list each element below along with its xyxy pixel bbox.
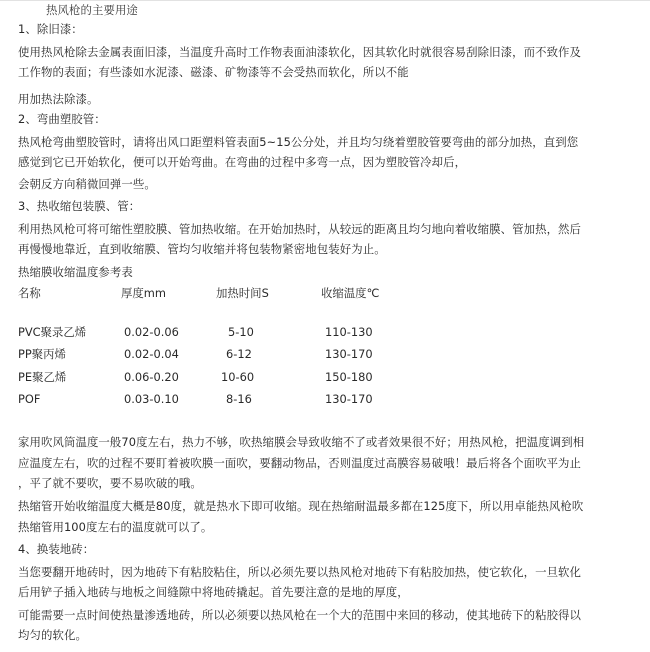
section-3-heading: 3、热收缩包装膜、管：	[18, 199, 141, 213]
page-title: 热风枪的主要用途	[46, 3, 138, 17]
section-1-line: 工作物的表面；有些漆如水泥漆、磁漆、矿物漆等不会受热而软化，所以不能	[18, 65, 409, 79]
table-cell: 110-130	[325, 325, 373, 339]
section-4-line: 当您要翻开地砖时，因为地砖下有粘胶粘住，所以必须先要以热风枪对地砖下有粘胶加热，使它软化，一旦软化	[18, 565, 582, 579]
table-header-name: 名称	[18, 286, 41, 300]
table-header-thickness: 厚度mm	[121, 286, 166, 300]
table-cell: 6-12	[226, 347, 252, 361]
table-cell: PVC聚录乙烯	[18, 325, 87, 339]
section-3-line: 利用热风枪可将可缩性塑胶膜、管加热收缩。在开始加热时，从较远的距离且均匀地向着收缩膜、管加热，然后	[18, 222, 582, 236]
section-1-heading: 1、除旧漆：	[18, 22, 83, 36]
table-cell: 0.06-0.20	[124, 370, 179, 384]
table-cell: 8-16	[226, 392, 252, 406]
note-line: ，平了就不要吹，要不易吹破的哦。	[18, 476, 202, 490]
table-cell: 0.02-0.06	[124, 325, 179, 339]
table-cell: 5-10	[228, 325, 254, 339]
table-cell: PE聚乙烯	[18, 370, 67, 384]
section-2-line: 热风枪弯曲塑胶管时，请将出风口距塑料管表面5~15公分处，并且均匀绕着塑胶管要弯曲的部分加热，直到您	[18, 135, 579, 149]
note-line: 热缩管开始收缩温度大概是80度，就是热水下即可收缩。现在热缩耐温最多都在125度下，所以用卓能热风枪吹	[18, 499, 584, 513]
section-1-line: 用加热法除漆。	[18, 92, 99, 106]
table-cell: 130-170	[325, 392, 373, 406]
table-cell: 130-170	[325, 347, 373, 361]
table-header-shrink-temp: 收缩温度℃	[321, 286, 380, 300]
section-2-heading: 2、弯曲塑胶管：	[18, 112, 106, 126]
top-divider	[0, 0, 650, 1]
section-2-line: 感觉到它已开始软化，便可以开始弯曲。在弯曲的过程中多弯一点，因为塑胶管冷却后，	[18, 155, 467, 169]
note-line: 热缩管用100度左右的温度就可以了。	[18, 520, 213, 534]
table-cell: 0.03-0.10	[124, 392, 179, 406]
table-cell: PP聚丙烯	[18, 347, 66, 361]
table-cell: 0.02-0.04	[124, 347, 179, 361]
section-4-heading: 4、换装地砖：	[18, 542, 95, 556]
table-cell: POF	[18, 392, 41, 406]
table-caption: 热缩膜收缩温度参考表	[18, 265, 133, 279]
section-2-line: 会朝反方向稍微回弹一些。	[18, 177, 156, 191]
section-1-line: 使用热风枪除去金属表面旧漆，当温度升高时工作物表面油漆软化，因其软化时就很容易刮除旧漆，而不致作及	[18, 45, 582, 59]
note-line: 应温度左右，吹的过程不要盯着被吹膜一面吹，要翻动物品，否则温度过高膜容易破哦！最后将各个面吹平为止	[18, 456, 582, 470]
section-4-line: 可能需要一点时间使热量渗透地砖，所以必须要以热风枪在一个大的范围中来回的移动，使其地砖下的粘胶得以	[18, 608, 582, 622]
section-4-line: 后用铲子插入地砖与地板之间缝隙中将地砖撬起。首先要注意的是地的厚度，	[18, 585, 409, 599]
table-cell: 150-180	[325, 370, 373, 384]
note-line: 家用吹风筒温度一般70度左右，热力不够，吹热缩膜会导致收缩不了或者效果很不好；用热风枪，把温度调到相	[18, 435, 585, 449]
section-4-line: 均匀的软化。	[18, 628, 87, 642]
table-cell: 10-60	[221, 370, 255, 384]
section-3-line: 再慢慢地靠近，直到收缩膜、管均匀收缩并将包装物紧密地包装好为止。	[18, 242, 386, 256]
table-header-heat-time: 加热时间S	[216, 286, 269, 300]
